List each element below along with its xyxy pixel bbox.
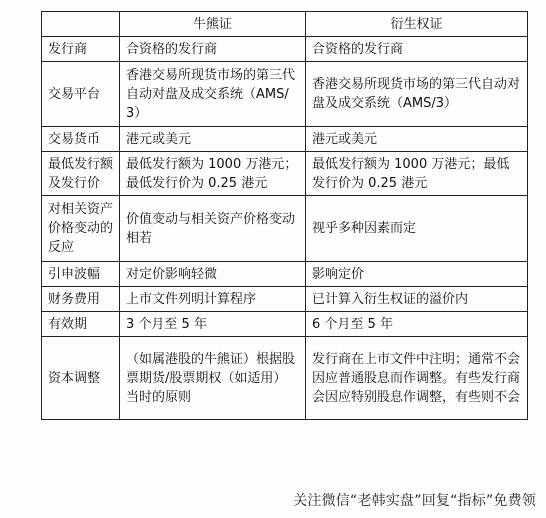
watermark-text: 关注微信“老韩实盘”回复“指标”免费领 — [293, 493, 536, 509]
warrant-cell: 香港交易所现货市场的第三代自动对盘及成交系统（AMS/3） — [306, 62, 528, 127]
row-label: 最低发行额及发行价 — [42, 152, 120, 196]
table-row — [42, 262, 528, 287]
warrant-cell: 6 个月至 5 年 — [306, 312, 528, 337]
warrant-cell: 最低发行额为 1000 万港元；最低发行价为 0.25 港元 — [306, 152, 528, 196]
warrant-cell: 影响定价 — [306, 262, 528, 287]
table-row — [42, 62, 528, 127]
table-row — [42, 196, 528, 262]
header-row — [42, 12, 528, 37]
row-label: 交易货币 — [42, 127, 120, 152]
table-row — [42, 152, 528, 196]
cbbc-cell: 港元或美元 — [120, 127, 306, 152]
warrant-cell: 已计算入衍生权证的溢价内 — [306, 287, 528, 312]
table-row — [42, 287, 528, 312]
cbbc-cell: 价值变动与相关资产价格变动相若 — [120, 196, 306, 262]
comparison-table — [41, 11, 528, 420]
cbbc-cell: 对定价影响轻微 — [120, 262, 306, 287]
cbbc-cell: 上市文件列明计算程序 — [120, 287, 306, 312]
row-label: 有效期 — [42, 312, 120, 337]
warrant-cell: 港元或美元 — [306, 127, 528, 152]
header-warrant: 衍生权证 — [306, 12, 528, 37]
row-label: 发行商 — [42, 37, 120, 62]
row-label: 对相关资产价格变动的反应 — [42, 196, 120, 262]
warrant-cell: 合资格的发行商 — [306, 37, 528, 62]
header-blank-cell — [42, 12, 120, 37]
table-row — [42, 127, 528, 152]
row-label: 引申波幅 — [42, 262, 120, 287]
cbbc-cell: 合资格的发行商 — [120, 37, 306, 62]
cbbc-cell: （如属港股的牛熊证）根据股票期货/股票期权（如适用）当时的原则 — [120, 337, 306, 420]
table-row — [42, 337, 528, 420]
row-label: 财务费用 — [42, 287, 120, 312]
warrant-cell: 发行商在上市文件中注明；通常不会因应普通股息而作调整。有些发行商会因应特别股息作调整，有些则不会 — [306, 337, 528, 420]
table-row — [42, 37, 528, 62]
cbbc-cell: 香港交易所现货市场的第三代自动对盘及成交系统（AMS/3） — [120, 62, 306, 127]
header-cbbc: 牛熊证 — [120, 12, 306, 37]
row-label: 交易平台 — [42, 62, 120, 127]
table-row — [42, 312, 528, 337]
cbbc-cell: 最低发行额为 1000 万港元；最低发行价为 0.25 港元 — [120, 152, 306, 196]
warrant-cell: 视乎多种因素而定 — [306, 196, 528, 262]
row-label: 资本调整 — [42, 337, 120, 420]
cbbc-cell: 3 个月至 5 年 — [120, 312, 306, 337]
